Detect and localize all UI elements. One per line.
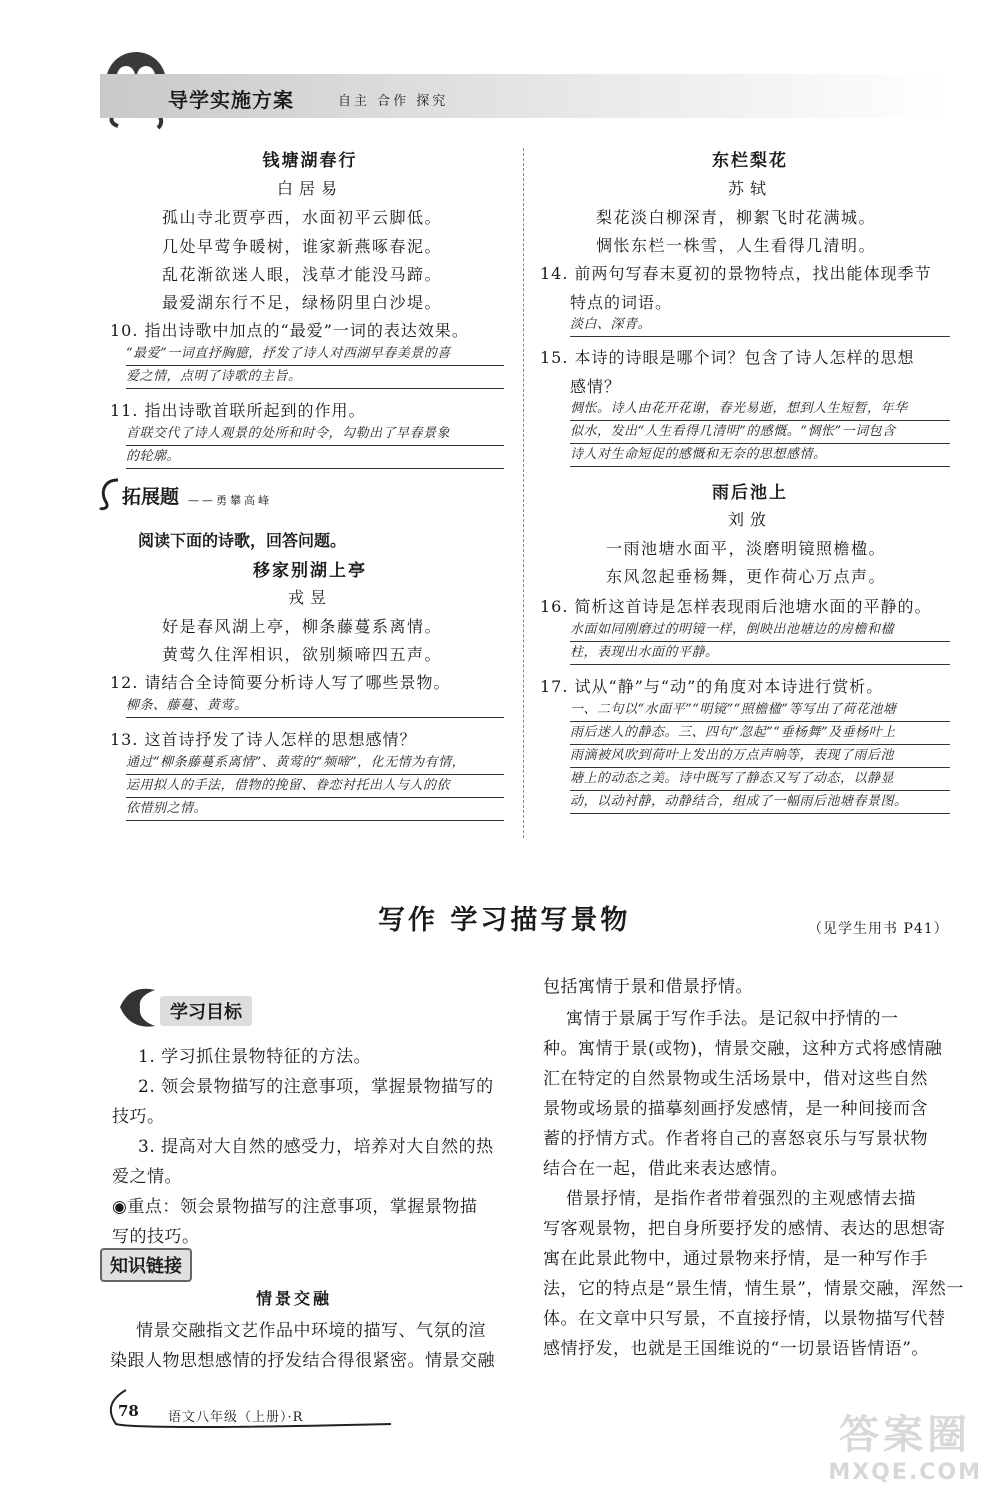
answer-16: 水面如同刚磨过的明镜一样，倒映出池塘边的房檐和楹 柱，表现出水面的平静。 [570, 619, 950, 665]
poem-line: 孤山寺北贾亭西，水面初平云脚低。 [162, 208, 443, 227]
poem-line: 好是春风湖上亭，柳条藤蔓系离情。 [162, 617, 443, 636]
poem-line: 几处早莺争暖树，谁家新燕啄春泥。 [162, 237, 443, 256]
instruction: 阅读下面的诗歌，回答问题。 [138, 531, 347, 550]
question-11: 11. 指出诗歌首联所起到的作用。 [110, 401, 366, 420]
paragraph-line: 感情抒发，也就是王国维说的“一切景语皆情语”。 [543, 1339, 929, 1359]
key-point: 写的技巧。 [112, 1227, 200, 1247]
paragraph-line: 寓情于景属于写作手法。是记叙中抒情的一 [566, 1009, 899, 1029]
paragraph-line: 法，它的特点是“景生情，情生景”，情景交融，浑然一 [543, 1279, 964, 1299]
subsection-title: 情景交融 [256, 1289, 333, 1308]
paragraph-line: 包括寓情于景和借景抒情。 [543, 977, 753, 997]
paragraph-line: 体。在文章中只写景，不直接抒情，以景物描写代替 [543, 1309, 946, 1329]
poem-line: 梨花淡白柳深青，柳絮飞时花满城。 [596, 208, 877, 227]
goal-item: 1. 学习抓住景物特征的方法。 [138, 1047, 372, 1067]
poem-author: 苏轼 [727, 179, 772, 198]
paragraph-line: 汇在特定的自然景物或生活场景中，借对这些自然 [543, 1069, 928, 1089]
poem-line: 乱花渐欲迷人眼，浅草才能没马蹄。 [162, 265, 443, 284]
answer-12: 柳条、藤蔓、黄莺。 [126, 695, 504, 718]
extension-sub: ——勇攀高峰 [188, 494, 272, 507]
header-subtitle: 自主 合作 探究 [338, 94, 449, 109]
poem-line: 惆怅东栏一株雪，人生看得几清明。 [596, 236, 877, 255]
poem-title: 钱塘湖春行 [262, 151, 358, 171]
paragraph-line: 结合在一起，借此来表达感情。 [543, 1159, 788, 1179]
extension-label: 拓展题 [122, 486, 180, 508]
goal-item: 技巧。 [112, 1107, 165, 1127]
paragraph-line: 染跟人物思想感情的抒发结合得很紧密。情景交融 [110, 1351, 495, 1371]
page-number: 78 [118, 1402, 139, 1420]
paragraph-line: 写客观景物，把自身所要抒发的感情、表达的思想寄 [543, 1219, 946, 1239]
goal-item: 爱之情。 [112, 1167, 182, 1187]
knowledge-link-label: 知识链接 [100, 1248, 192, 1282]
question-14: 14. 前两句写春末夏初的景物特点，找出能体现季节 特点的词语。 [540, 264, 932, 312]
paragraph-line: 景物或场景的描摹刻画抒发感情，是一种间接而含 [543, 1099, 928, 1119]
poem-author: 刘攽 [727, 510, 772, 529]
column-divider [523, 148, 524, 838]
poem-title: 东栏梨花 [712, 151, 788, 171]
paragraph-line: 种。寓情于景(或物)，情景交融，这种方式将感情融 [543, 1039, 943, 1059]
watermark: 答案圈 MXQE.COM [828, 1412, 982, 1485]
poem-line: 黄莺久住浑相识，欲别频啼四五声。 [162, 645, 443, 664]
poem-line: 最爱湖东行不足，绿杨阴里白沙堤。 [162, 293, 443, 312]
key-point: ◉重点：领会景物描写的注意事项，掌握景物描 [112, 1197, 478, 1217]
header-title: 导学实施方案 [168, 88, 294, 112]
goals-label: 学习目标 [160, 996, 252, 1026]
question-12: 12. 请结合全诗简要分析诗人写了哪些景物。 [110, 673, 451, 692]
paragraph-line: 情景交融指文艺作品中环境的描写、气氛的渲 [136, 1321, 486, 1341]
paragraph-line: 寓在此景此物中，通过景物来抒情，是一种写作手 [543, 1249, 928, 1269]
reference-note: （见学生用书 P41） [808, 921, 949, 937]
question-10: 10. 指出诗歌中加点的“最爱”一词的表达效果。 [110, 321, 469, 340]
question-17: 17. 试从“静”与“动”的角度对本诗进行赏析。 [540, 677, 884, 696]
answer-14: 淡白、深青。 [570, 314, 950, 337]
question-15: 15. 本诗的诗眼是哪个词？包含了诗人怎样的思想 感情？ [540, 348, 915, 396]
poem-title: 移家别湖上亭 [253, 561, 367, 581]
poem-author: 白居易 [276, 179, 343, 198]
goal-item: 3. 提高对大自然的感受力，培养对大自然的热 [138, 1137, 494, 1157]
answer-17: 一、二句以“水面平”“明镜”“照檐楹”等写出了荷花池塘 雨后迷人的静态。三、四句“忽起”“垂杨舞”及垂杨叶上 雨滴被风吹到荷叶上发出的万点声响等，表现了雨后池 塘上的动态之美。诗中既写了静态又写了动态，以静显 动，以动衬静，动静结合，组成了一幅雨后池塘春景图。 [570, 699, 950, 814]
book-title: 语文八年级（上册）·R [168, 1410, 304, 1425]
answer-10: “最爱”一词直抒胸臆，抒发了诗人对西湖早春美景的喜 爱之情，点明了诗歌的主旨。 [126, 343, 504, 389]
answer-15: 惆怅。诗人由花开花谢，春光易逝，想到人生短暂，年华 似水，发出“人生看得几清明”的感慨。“惆怅”一词包含 诗人对生命短促的感慨和无奈的思想感情。 [570, 398, 950, 467]
answer-13: 通过“柳条藤蔓系离情”、黄莺的“频啼”，化无情为有情， 运用拟人的手法，借物的挽留、眷恋衬托出人与人的依 依惜别之情。 [126, 752, 504, 821]
goal-item: 2. 领会景物描写的注意事项，掌握景物描写的 [138, 1077, 494, 1097]
question-13: 13. 这首诗抒发了诗人怎样的思想感情？ [110, 730, 417, 749]
poem-title: 雨后池上 [712, 483, 788, 503]
answer-11: 首联交代了诗人观景的处所和时令，勾勒出了早春景象 的轮廓。 [126, 423, 504, 469]
poem-author: 戎昱 [287, 588, 332, 607]
question-16: 16. 简析这首诗是怎样表现雨后池塘水面的平静的。 [540, 597, 932, 616]
poem-line: 一雨池塘水面平，淡磨明镜照檐楹。 [606, 539, 887, 558]
section-title: 写作 学习描写景物 [378, 905, 631, 936]
paragraph-line: 借景抒情，是指作者带着强烈的主观感情去描 [566, 1189, 916, 1209]
paragraph-line: 蓄的抒情方式。作者将自己的喜怒哀乐与写景状物 [543, 1129, 928, 1149]
poem-line: 东风忽起垂杨舞，更作荷心万点声。 [606, 567, 887, 586]
